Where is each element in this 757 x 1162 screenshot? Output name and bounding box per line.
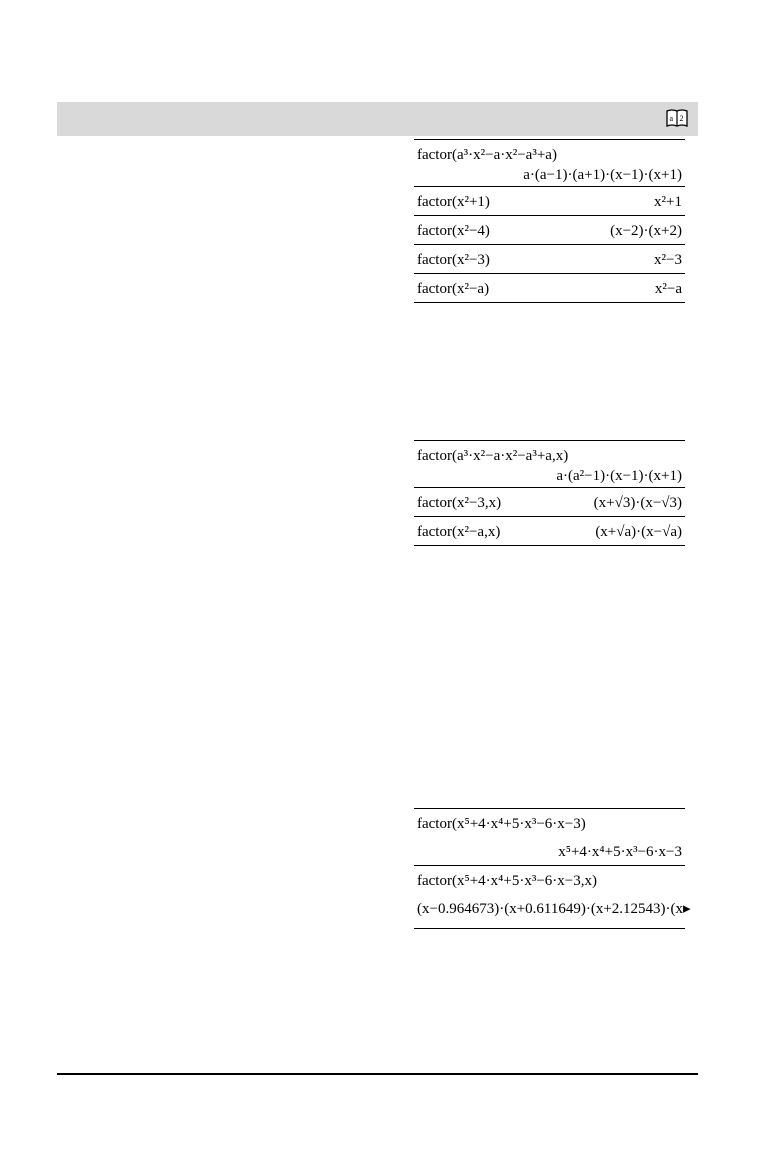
calc-output: (x−0.964673)·(x+0.611649)·(x+2.12543)·(x▸ (417, 901, 691, 917)
calc-entry-row (414, 808, 685, 865)
calculator-example-block-1 (414, 139, 685, 303)
calc-entry-row (414, 215, 685, 244)
calc-output: x²−a (654, 281, 682, 297)
calc-entry-row (414, 244, 685, 273)
calc-input: factor(x²−a,x) (417, 524, 501, 540)
calc-output: (x−2)·(x+2) (610, 223, 682, 239)
calc-input: factor(x²−4) (417, 223, 490, 239)
calc-input: factor(x²+1) (417, 194, 490, 210)
calc-entry-row (414, 487, 685, 516)
calc-output: x²+1 (654, 194, 682, 210)
calc-input: factor(a³·x²−a·x²−a³+a) (417, 147, 557, 163)
calc-output: a·(a²−1)·(x−1)·(x+1) (556, 468, 682, 484)
calc-entry-row (414, 139, 685, 186)
calc-entry-row (414, 186, 685, 215)
calc-input: factor(x²−3) (417, 252, 490, 268)
calc-entry-row (414, 865, 691, 929)
footer-rule (57, 1073, 698, 1075)
catalog-book-icon (666, 108, 688, 128)
svg-text:a: a (669, 114, 674, 123)
calculator-example-block-3 (414, 808, 691, 929)
calc-output: (x+√a)·(x−√a) (595, 524, 682, 540)
calc-output: x⁵+4·x⁴+5·x³−6·x−3 (558, 844, 682, 860)
calc-input: factor(x⁵+4·x⁴+5·x³−6·x−3) (417, 816, 586, 832)
calc-output: x²−3 (654, 252, 682, 268)
calc-output: (x+√3)·(x−√3) (593, 495, 682, 511)
calculator-example-block-2 (414, 440, 685, 546)
calc-input: factor(x²−3,x) (417, 495, 502, 511)
calc-entry-row (414, 440, 685, 487)
section-header-bar (57, 102, 698, 136)
calc-input: factor(a³·x²−a·x²−a³+a,x) (417, 448, 569, 464)
svg-text:2: 2 (679, 114, 684, 123)
calc-output: a·(a−1)·(a+1)·(x−1)·(x+1) (523, 167, 682, 183)
calc-input: factor(x²−a) (417, 281, 490, 297)
calc-input: factor(x⁵+4·x⁴+5·x³−6·x−3,x) (417, 873, 597, 889)
calc-entry-row (414, 516, 685, 546)
calc-entry-row (414, 273, 685, 303)
